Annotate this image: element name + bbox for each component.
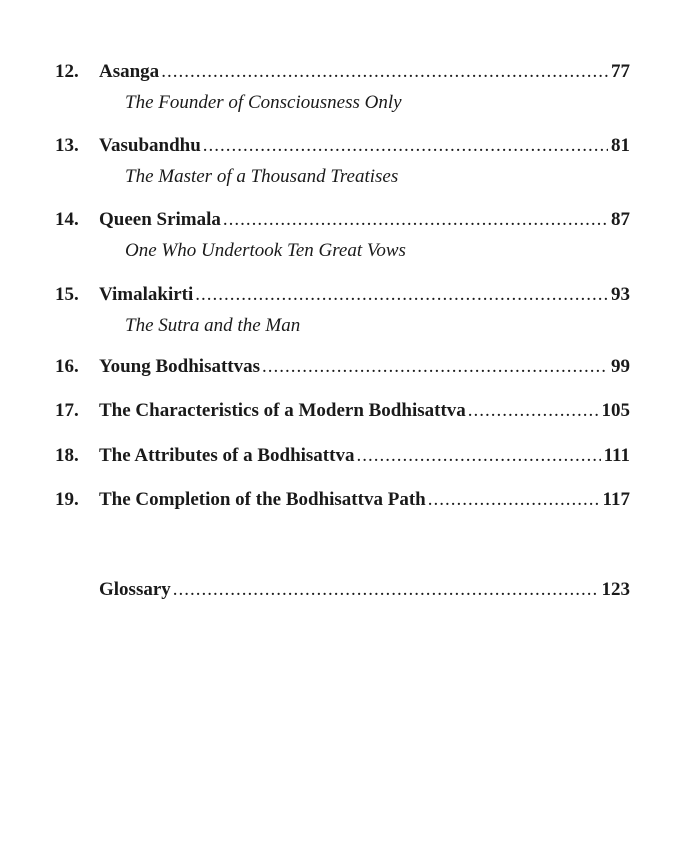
toc-entry-13 — [55, 134, 630, 189]
dot-leader — [161, 60, 608, 84]
toc-entry-15 — [55, 283, 630, 338]
toc-entry-line — [55, 208, 630, 232]
chapter-title: Queen Srimala — [99, 209, 221, 230]
toc-entry-14 — [55, 208, 630, 263]
dot-leader — [203, 134, 608, 158]
toc-entry-line — [55, 488, 630, 512]
page-number: 77 — [611, 61, 630, 82]
dot-leader — [223, 208, 608, 232]
chapter-number: 14. — [55, 209, 79, 230]
dot-leader — [173, 578, 599, 602]
dot-leader — [428, 488, 600, 512]
page-number: 111 — [603, 445, 630, 466]
glossary-title: Glossary — [99, 579, 171, 600]
toc-entry-line — [55, 134, 630, 158]
chapter-title: Vimalakirti — [99, 284, 194, 305]
toc-entry-19 — [55, 488, 630, 512]
chapter-subtitle: The Sutra and the Man — [125, 315, 301, 336]
page-number: 93 — [611, 284, 630, 305]
chapter-subtitle: The Founder of Consciousness Only — [125, 92, 402, 113]
chapter-title: The Characteristics of a Modern Bodhisattva — [99, 400, 466, 421]
chapter-number: 16. — [55, 356, 79, 377]
toc-entry-line — [55, 60, 630, 84]
toc-entry-line — [55, 283, 630, 307]
page-number: 105 — [601, 400, 630, 421]
chapter-subtitle: One Who Undertook Ten Great Vows — [125, 240, 406, 261]
chapter-number: 17. — [55, 400, 79, 421]
page-number: 87 — [611, 209, 630, 230]
dot-leader — [468, 399, 599, 423]
dot-leader — [195, 283, 608, 307]
page-number: 117 — [602, 489, 630, 510]
chapter-title: Asanga — [99, 61, 160, 82]
dot-leader — [262, 355, 608, 379]
chapter-number: 19. — [55, 489, 79, 510]
chapter-title: Vasubandhu — [99, 135, 201, 156]
toc-entry-17 — [55, 399, 630, 423]
page-number: 123 — [601, 579, 630, 600]
chapter-title: Young Bodhisattvas — [99, 356, 261, 377]
chapter-title: The Attributes of a Bodhisattva — [99, 445, 355, 466]
toc-entry-line — [55, 355, 630, 379]
chapter-title: The Completion of the Bodhisattva Path — [99, 489, 426, 510]
chapter-number: 12. — [55, 61, 79, 82]
toc-entry-line — [55, 444, 630, 468]
chapter-subtitle: The Master of a Thousand Treatises — [125, 166, 399, 187]
toc-entry-12 — [55, 60, 630, 115]
page-number: 81 — [611, 135, 630, 156]
chapter-number: 15. — [55, 284, 79, 305]
toc-entry-line — [55, 578, 630, 602]
toc-entry-glossary — [55, 578, 630, 602]
chapter-number: 13. — [55, 135, 79, 156]
toc-entry-line — [55, 399, 630, 423]
chapter-number: 18. — [55, 445, 79, 466]
toc-entry-18 — [55, 444, 630, 468]
toc-entry-16 — [55, 355, 630, 379]
dot-leader — [356, 444, 600, 468]
page-number: 99 — [611, 356, 630, 377]
